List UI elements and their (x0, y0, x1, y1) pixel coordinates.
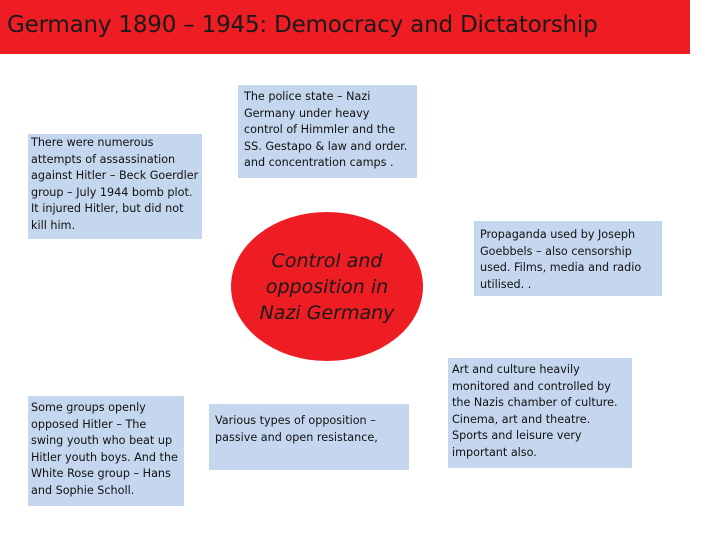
page-title: Germany 1890 – 1945: Democracy and Dictatorship (7, 12, 598, 38)
propaganda-note: Propaganda used by Joseph Goebbels – also censorship used. Films, media and radio utilised. . (474, 221, 662, 296)
central-topic-label: Control and opposition in Nazi Germany (259, 249, 395, 324)
police-state-note: The police state – Nazi Germany under heavy control of Himmler and the SS. Gestapo & law and order. and concentration camps . (238, 85, 417, 178)
central-topic-ellipse (231, 212, 423, 361)
culture-note: Art and culture heavily monitored and controlled by the Nazis chamber of culture. Cinema, art and theatre. Sports and leisure very important also. (448, 358, 632, 468)
title-bar (0, 0, 690, 54)
opposition-groups-note: Some groups openly opposed Hitler – The swing youth who beat up Hitler youth boys. And the White Rose group – Hans and Sophie Scholl. (28, 396, 184, 506)
assassination-note: There were numerous attempts of assassination against Hitler – Beck Goerdler group – July 1944 bomb plot. It injured Hitler, but did not kill him. (28, 134, 202, 239)
opposition-types-note: Various types of opposition – passive and open resistance, (209, 404, 409, 470)
